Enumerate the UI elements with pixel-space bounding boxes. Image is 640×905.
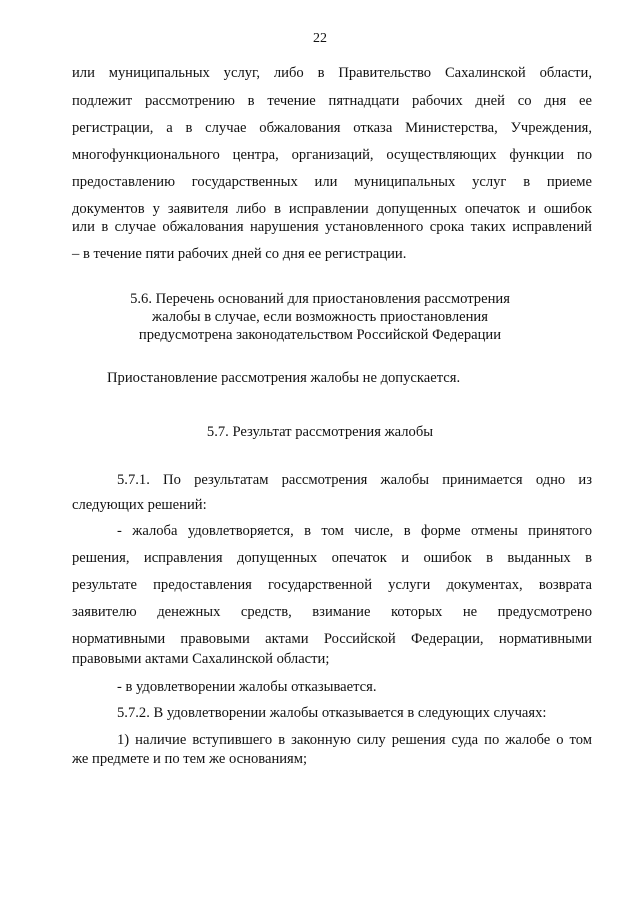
text-line: 5.7.1. По результатам рассмотрения жалобы принимается одно из [117, 472, 592, 488]
text-line: результате предоставления государственной услуги документах, возврата [72, 577, 592, 593]
text-line: заявителю денежных средств, взимание которых не предусмотрено [72, 604, 592, 620]
paragraph-5-7-2: 5.7.2. В удовлетворении жалобы отказывается в следующих случаях: [117, 705, 547, 721]
text-line: подлежит рассмотрению в течение пятнадцати рабочих дней со дня ее [72, 93, 592, 109]
text-line: регистрации, а в случае обжалования отказа Министерства, Учреждения, [72, 120, 592, 136]
text-line: же предмете и по тем же основаниям; [72, 751, 308, 767]
list-item-refused: - в удовлетворении жалобы отказывается. [117, 679, 377, 695]
text-line: или в случае обжалования нарушения установленного срока таких исправлений [72, 219, 592, 235]
page-number: 22 [313, 31, 327, 46]
text-line: многофункционального центра, организаций, осуществляющих функции по [72, 147, 592, 163]
text-line: документов у заявителя либо в исправлении допущенных опечаток и ошибок [72, 201, 592, 217]
text-line: – в течение пяти рабочих дней со дня ее регистрации. [72, 246, 407, 262]
text-line: или муниципальных услуг, либо в Правительство Сахалинской области, [72, 65, 592, 81]
text-line: решения, исправления допущенных опечаток и ошибок в выданных в [72, 550, 592, 566]
heading-line: 5.6. Перечень оснований для приостановления рассмотрения [130, 291, 510, 307]
text-line: предоставлению государственных или муниципальных услуг в приеме [72, 174, 592, 190]
paragraph-5-6: Приостановление рассмотрения жалобы не допускается. [107, 370, 461, 386]
heading-line: жалобы в случае, если возможность приостановления [152, 309, 488, 325]
text-line: нормативными правовыми актами Российской Федерации, нормативными [72, 631, 592, 647]
text-line: - жалоба удовлетворяется, в том числе, в форме отмены принятого [117, 523, 592, 539]
heading-line: предусмотрена законодательством Российской Федерации [138, 327, 502, 343]
text-line: правовыми актами Сахалинской области; [72, 651, 330, 667]
text-line: 1) наличие вступившего в законную силу решения суда по жалобе о том [117, 732, 592, 748]
text-line: следующих решений: [72, 497, 207, 513]
section-heading-5-7: 5.7. Результат рассмотрения жалобы [206, 424, 434, 440]
